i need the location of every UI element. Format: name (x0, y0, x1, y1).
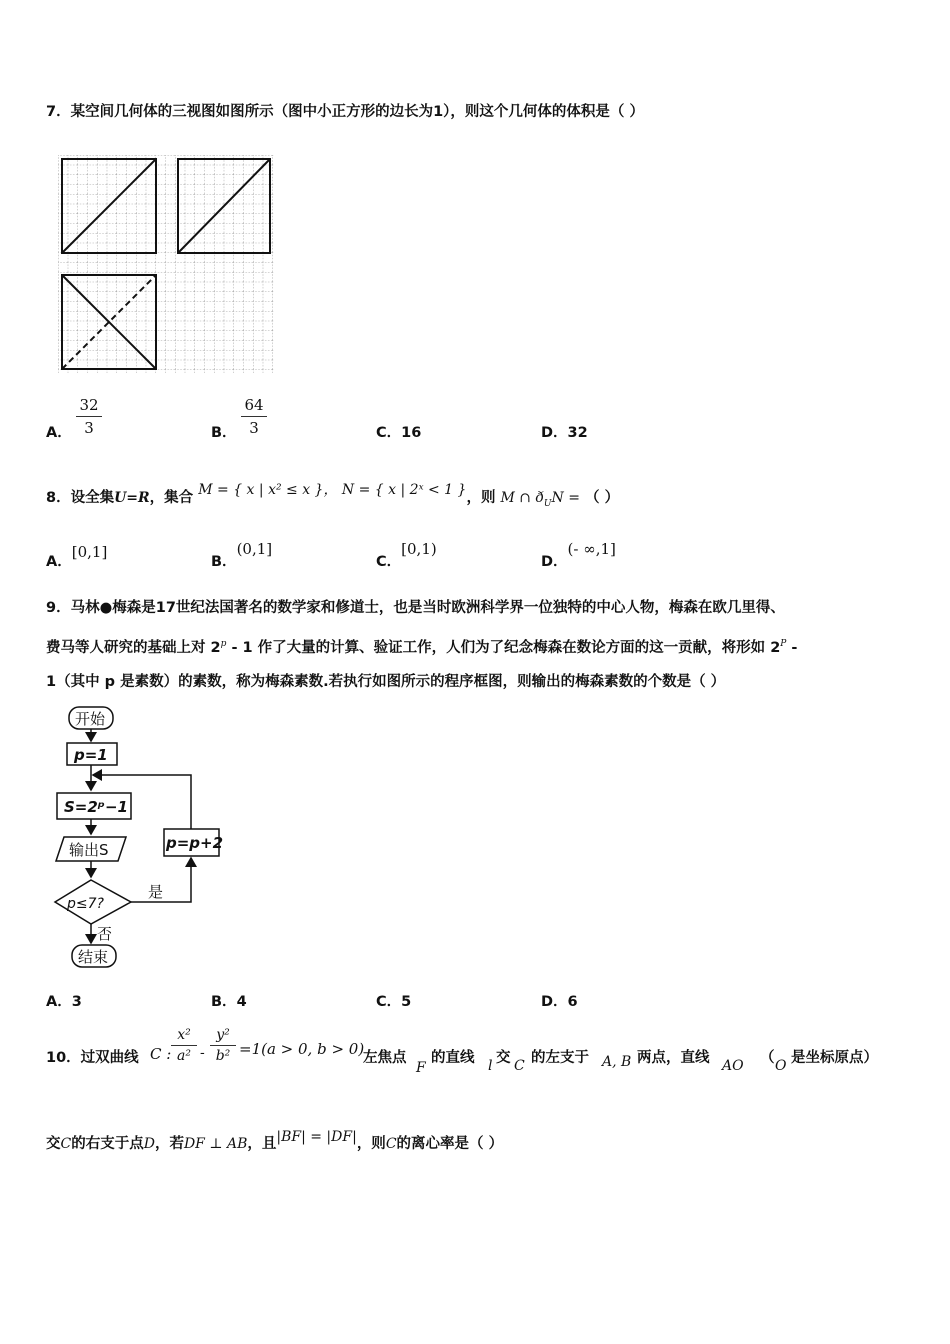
q9-option-d[interactable] (541, 990, 578, 1011)
fraction-denominator: a² (177, 1048, 191, 1064)
option-value: 32 (567, 425, 588, 441)
q8-option-b[interactable] (211, 540, 273, 571)
q8-prefix: 8．设全集 (46, 490, 115, 506)
option-value: (0,1] (236, 540, 273, 558)
q8-set-m: M = { x | x² ≤ x } (198, 482, 324, 498)
option-label: C． (376, 994, 402, 1010)
q10-l2-a: 交 (46, 1136, 61, 1152)
q8-universe: U=R (114, 490, 150, 506)
q10-AO: AO (722, 1058, 744, 1074)
fraction-denominator: 3 (249, 419, 259, 437)
q10-prefix: 10．过双曲线 (46, 1050, 139, 1066)
q7-option-d[interactable] (541, 421, 588, 442)
three-view-figure (58, 155, 274, 373)
option-value: [0,1) (401, 540, 437, 558)
q7-option-b-fraction[interactable] (241, 396, 267, 437)
q8-set-n: ， N = { x | 2ˣ < 1 } (323, 482, 467, 498)
q10-l2-e: ，则 (356, 1136, 386, 1152)
q9-exp-p: p (220, 639, 227, 649)
option-label: C． (376, 554, 402, 570)
q10-C1: C (514, 1058, 525, 1074)
q10-equation: =1(a > 0, b > 0) (239, 1040, 365, 1058)
option-label: C． (376, 425, 402, 441)
q9-option-a[interactable] (46, 990, 82, 1011)
q10-text-1: 左焦点 (363, 1050, 407, 1066)
flow-output-text: 输出S (69, 841, 109, 859)
fraction-numerator: y² (210, 1027, 236, 1046)
fraction-numerator: x² (171, 1027, 197, 1046)
option-label: A． (46, 994, 72, 1010)
flow-no-label: 否 (97, 925, 113, 943)
fraction-denominator: 3 (84, 419, 94, 437)
q10-text-3: 交 (496, 1050, 511, 1066)
q9-line2c: - 1 作了大量的计算、验证工作，人们为了纪念梅森在数论方面的这一贡献，将形如 2 (226, 639, 781, 656)
q8-option-a[interactable] (46, 543, 108, 571)
fraction-denominator: b² (215, 1048, 231, 1064)
q10-l2-perp: DF ⊥ AB (183, 1136, 248, 1152)
fraction-numerator: 64 (241, 396, 267, 417)
q10-l2-C: C (60, 1136, 72, 1152)
q10-fraction-y (210, 1027, 236, 1064)
fraction-numerator: 32 (76, 396, 102, 417)
q10-l2-f: 的离心率是（ ） (396, 1136, 504, 1152)
q10-l2-abs: |BF| = |DF| (276, 1129, 357, 1145)
option-value: 16 (401, 425, 422, 441)
option-label: B． (211, 994, 237, 1010)
q10-l2-b: 的右支于点 (71, 1136, 144, 1152)
option-value: [0,1] (71, 543, 108, 561)
q10-O: O (775, 1058, 787, 1074)
option-label: B． (211, 554, 237, 570)
q10-fraction-x (171, 1027, 197, 1064)
option-label: D． (541, 994, 568, 1010)
q8-expr: M ∩ ð (500, 490, 544, 506)
q8-option-c[interactable] (376, 540, 437, 571)
q7-option-b-label[interactable]: B． (211, 425, 237, 441)
q9-line2a: 费马等人研究的基础上对 2 (46, 639, 221, 656)
q10-l2-D: D (143, 1136, 155, 1152)
q8-option-d[interactable] (541, 540, 616, 571)
q9-option-b[interactable] (211, 990, 247, 1011)
q9-line2e: - (786, 639, 798, 656)
q7-option-a-fraction[interactable] (76, 396, 102, 437)
flow-cond-text: p≤7? (67, 896, 104, 912)
q10-text-6: （ (760, 1050, 775, 1066)
flow-start-text: 开始 (75, 710, 106, 728)
q8-expr-sub: U (543, 498, 552, 509)
option-label: D． (541, 425, 568, 441)
q9-line3: 1（其中 p 是素数）的素数，称为梅森素数.若执行如图所示的程序框图，则输出的梅森素数的个数是（ ） (46, 674, 726, 690)
flow-init-text: p=1 (74, 746, 108, 764)
q10-text-2: 的直线 (431, 1050, 475, 1066)
q8-stem (46, 482, 620, 514)
q10-curve: C : (150, 1045, 172, 1063)
flow-end-text: 结束 (78, 948, 109, 966)
q10-l2-c: ，若 (154, 1136, 184, 1152)
q10-AB: A, B (602, 1054, 632, 1070)
q10-F: F (416, 1060, 426, 1076)
option-label: A． (46, 554, 72, 570)
q7-option-a-label[interactable]: A． (46, 425, 72, 441)
q8-tail: （ ） (585, 490, 620, 506)
q10-l2-C2: C (385, 1136, 397, 1152)
q9-option-c[interactable] (376, 990, 411, 1011)
option-value: 6 (567, 994, 578, 1010)
q8-then: ，则 (466, 490, 496, 506)
flowchart (52, 703, 227, 971)
option-value: (- ∞,1] (567, 540, 616, 558)
option-value: 5 (401, 994, 412, 1010)
q8-mid: ，集合 (149, 490, 194, 506)
q10-text-7: 是坐标原点） (791, 1050, 878, 1066)
option-label: D． (541, 554, 568, 570)
q10-text-4: 的左支于 (531, 1050, 589, 1066)
option-value: 4 (236, 994, 247, 1010)
q10-line2 (46, 1129, 504, 1154)
q9-line2 (46, 634, 797, 658)
q8-expr2: N = (551, 490, 580, 506)
q9-exp-P: P (780, 639, 787, 649)
option-value: 3 (71, 994, 82, 1010)
q7-option-c[interactable] (376, 421, 421, 442)
q7-stem: 7．某空间几何体的三视图如图所示（图中小正方形的边长为1），则这个几何体的体积是（ ） (46, 104, 644, 120)
q10-l2-d: ，且 (247, 1136, 277, 1152)
q10-minus: - (200, 1045, 205, 1061)
q10-text-5: 两点，直线 (637, 1050, 710, 1066)
q9-line1: 9．马林●梅森是17世纪法国著名的数学家和修道士，也是当时欧洲科学界一位独特的中心人物，梅森在欧几里得、 (46, 600, 785, 616)
flow-update-text: p=p+2 (166, 834, 224, 852)
flow-yes-label: 是 (148, 883, 164, 901)
flow-compute-text: S=2ᵖ−1 (64, 798, 128, 816)
q10-l: l (488, 1058, 493, 1074)
